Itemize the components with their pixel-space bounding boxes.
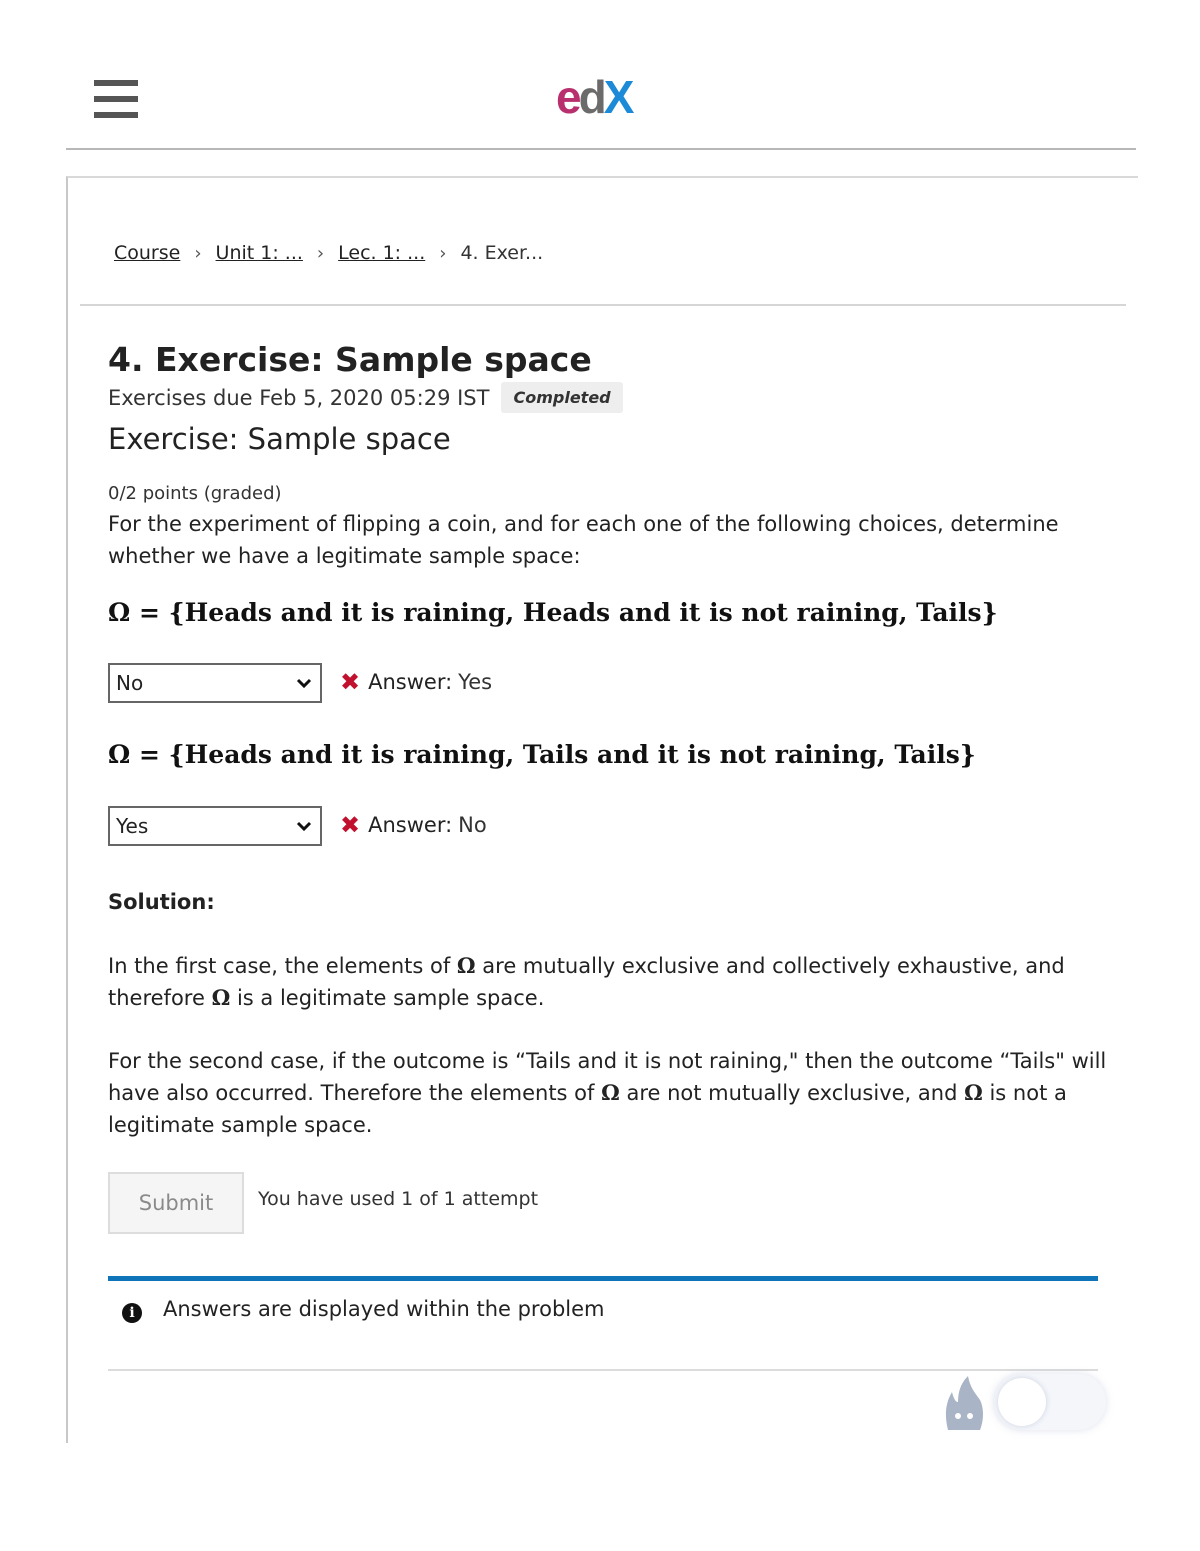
answer-select-2-value: Yes	[116, 814, 149, 838]
site-header	[66, 0, 1136, 150]
answer-value: Yes	[458, 670, 493, 694]
answer-feedback-2	[340, 811, 487, 839]
solution-paragraph-2: For the second case, if the outcome is “Tails and it is not raining," then the outcome “Tails" will have also occurred. Therefore the elements of Ω are not mutually exclusive, and Ω is not a legitimate sample space.	[108, 1049, 1107, 1137]
attempts-text: You have used 1 of 1 attempt	[258, 1188, 539, 1210]
chevron-down-icon	[294, 816, 314, 836]
answer-select-1-value: No	[116, 671, 144, 695]
edx-logo[interactable]: edX	[556, 71, 632, 123]
breadcrumb-unit[interactable]: Unit 1: ...	[215, 242, 303, 264]
due-date-row	[108, 382, 623, 413]
chevron-down-icon	[294, 673, 314, 693]
theme-toggle[interactable]	[994, 1374, 1106, 1430]
answer-select-1[interactable]	[108, 663, 322, 703]
incorrect-icon: ✖	[340, 811, 361, 839]
breadcrumb-separator-icon: ›	[316, 242, 325, 264]
solution-heading: Solution:	[108, 890, 215, 914]
notification-message: Answers are displayed within the problem	[163, 1297, 605, 1321]
math-expression-1: Ω = {Heads and it is raining, Heads and it is not raining, Tails}	[108, 598, 998, 627]
answer-select-2[interactable]	[108, 806, 322, 846]
problem-title: Exercise: Sample space	[108, 422, 451, 456]
course-content	[66, 176, 1138, 1443]
solution-paragraph-1: In the first case, the elements of Ω are mutually exclusive and collectively exhaustive, and therefore Ω is a legitimate sample space.	[108, 953, 1065, 1010]
breadcrumb	[114, 242, 543, 264]
answer-feedback-1	[340, 668, 492, 696]
math-expression-2: Ω = {Heads and it is raining, Tails and it is not raining, Tails}	[108, 740, 976, 769]
notification-bar	[108, 1276, 1098, 1371]
answer-label: Answer:	[368, 813, 453, 837]
mascot-icon[interactable]	[942, 1374, 986, 1432]
status-badge: Completed	[501, 382, 622, 413]
breadcrumb-lecture[interactable]: Lec. 1: ...	[338, 242, 426, 264]
page-title: 4. Exercise: Sample space	[108, 340, 592, 379]
due-date: Exercises due Feb 5, 2020 05:29 IST	[108, 385, 490, 410]
breadcrumb-separator-icon: ›	[439, 242, 447, 264]
answer-label: Answer:	[368, 670, 453, 694]
answer-value: No	[458, 813, 487, 837]
points-label: 0/2 points (graded)	[108, 483, 282, 504]
breadcrumb-current: 4. Exer...	[460, 242, 544, 264]
submit-button[interactable]: Submit	[108, 1172, 244, 1234]
toggle-knob	[998, 1378, 1046, 1426]
breadcrumb-separator-icon: ›	[194, 242, 202, 264]
breadcrumb-course[interactable]: Course	[114, 242, 181, 264]
hamburger-menu-icon[interactable]	[94, 80, 138, 118]
question-text: For the experiment of flipping a coin, and for each one of the following choices, determine whether we have a legitimate sample space:	[108, 512, 1059, 568]
info-icon: i	[122, 1303, 142, 1323]
divider	[80, 304, 1126, 306]
incorrect-icon: ✖	[340, 668, 361, 696]
